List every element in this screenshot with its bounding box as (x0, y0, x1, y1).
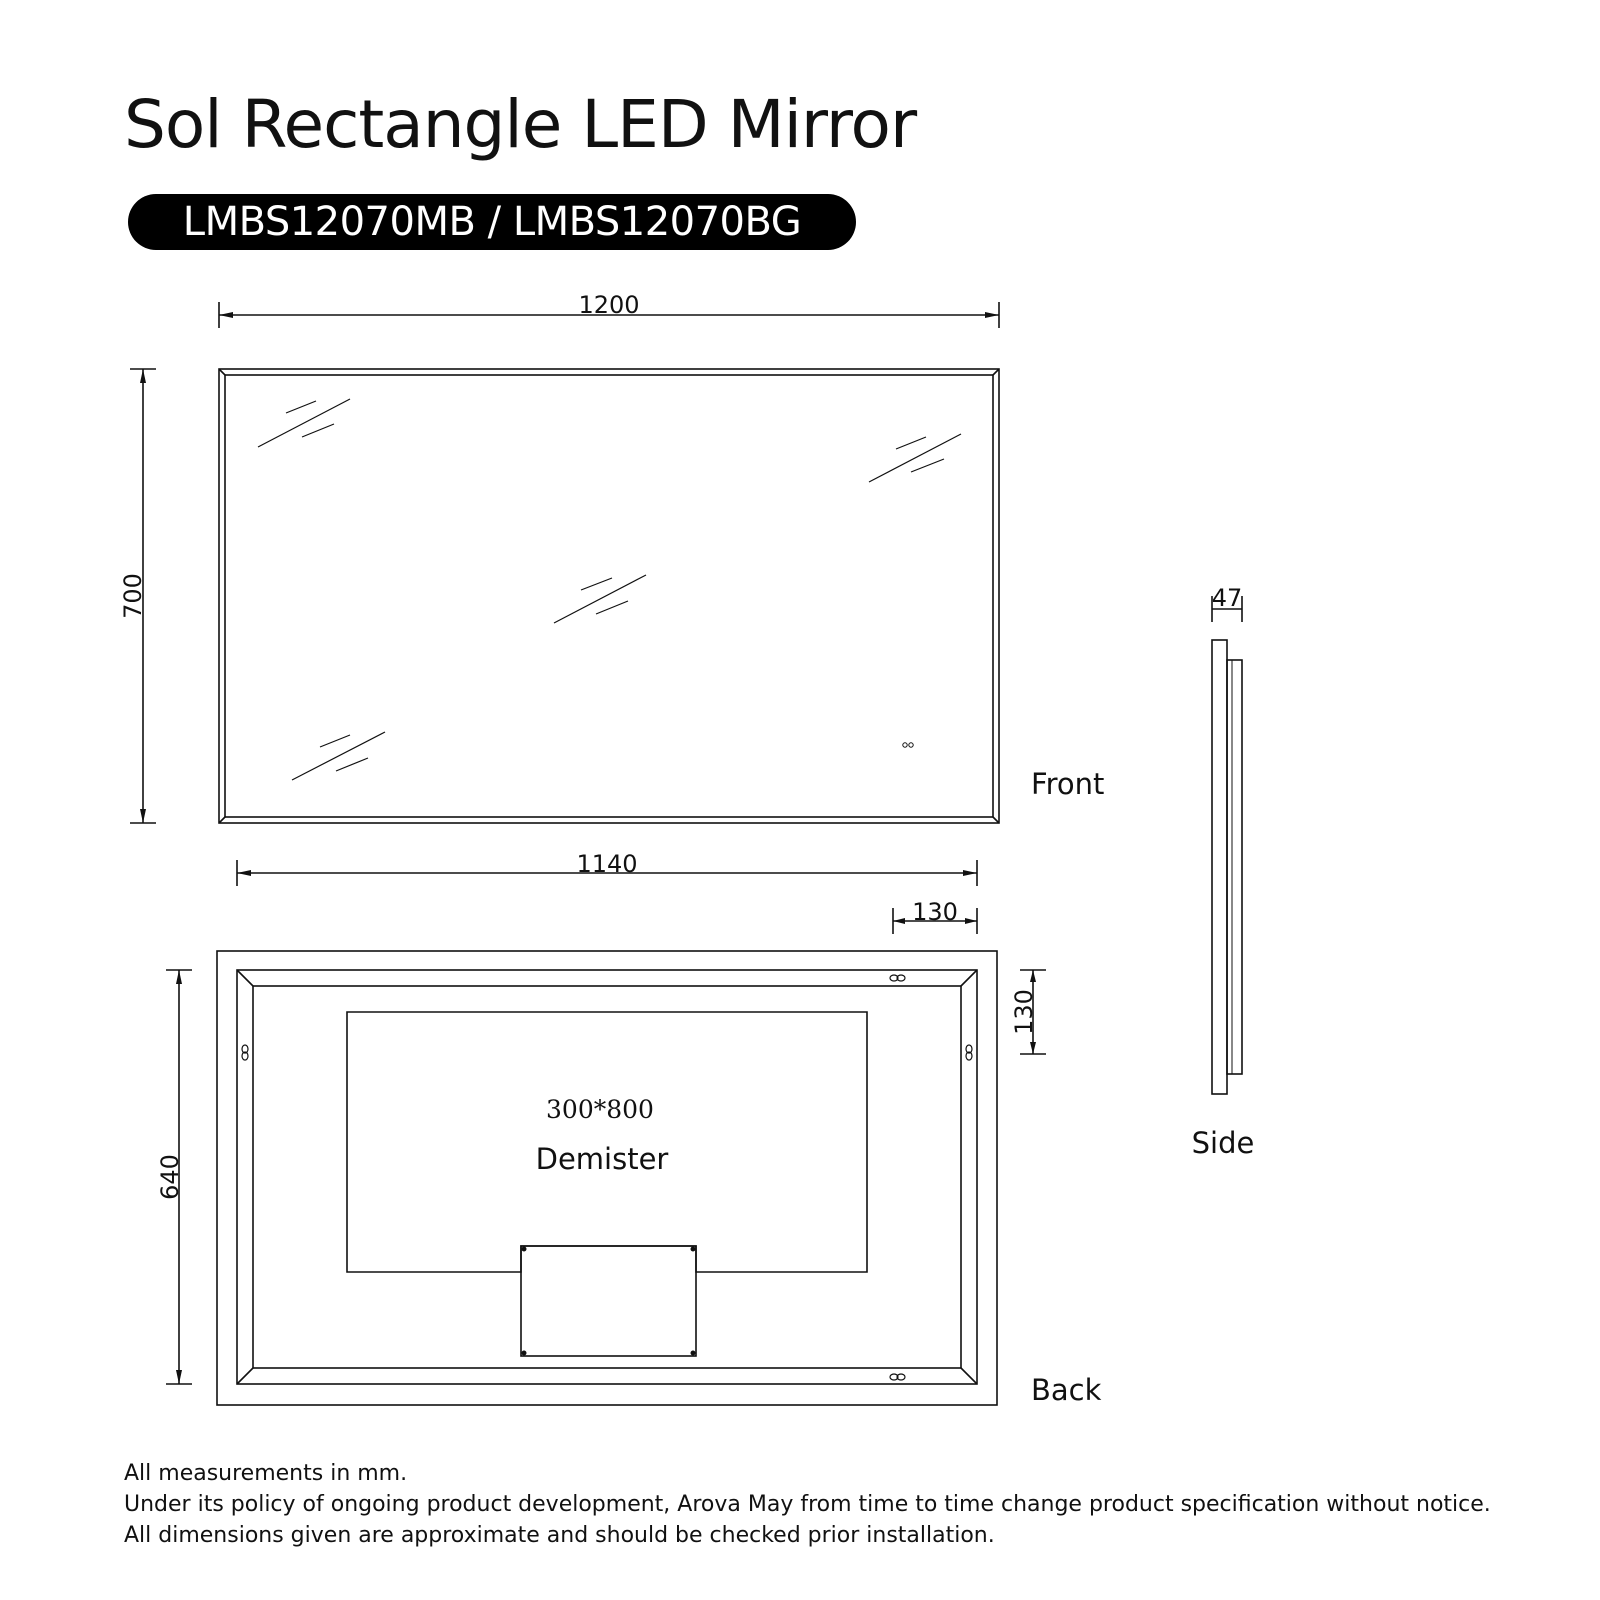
bracket-offset-y-label: 130 (1010, 989, 1038, 1035)
back-view (156, 850, 1102, 1407)
back-width-dimension (237, 850, 977, 886)
back-glass-outline (217, 951, 997, 1405)
side-view (1192, 584, 1255, 1160)
back-height-label: 640 (156, 1154, 184, 1200)
side-frame-profile (1227, 660, 1242, 1074)
note-policy: Under its policy of ongoing product development, Arova May from time to time change product specification without notice. (124, 1492, 1491, 1517)
bracket-offset-x-dimension (893, 898, 977, 934)
front-mirror-glass (225, 375, 993, 817)
demister-label: Demister (535, 1142, 669, 1176)
driver-box-screws (522, 1247, 696, 1356)
front-view (119, 291, 1104, 823)
side-glass-profile (1212, 640, 1227, 1094)
front-view-label: Front (1031, 767, 1105, 801)
back-width-label: 1140 (576, 850, 638, 878)
bracket-offset-x-label: 130 (912, 898, 958, 926)
footnotes (124, 1458, 1491, 1551)
touch-sensor-icon (903, 743, 913, 747)
page-title: Sol Rectangle LED Mirror (124, 86, 917, 163)
front-width-dimension (219, 291, 999, 328)
front-height-dimension (119, 369, 156, 823)
side-depth-dimension (1212, 584, 1243, 622)
demister-size: 300*800 (546, 1095, 654, 1124)
front-width-label: 1200 (578, 291, 640, 319)
driver-box (521, 1246, 696, 1356)
bracket-offset-y-dimension (1010, 970, 1046, 1054)
back-frame-inner (253, 986, 961, 1368)
side-depth-label: 47 (1211, 584, 1243, 612)
back-height-dimension (156, 970, 192, 1384)
front-height-label: 700 (119, 573, 147, 619)
front-mirror-frame (219, 369, 999, 823)
note-approximate: All dimensions given are approximate and should be checked prior installation. (124, 1523, 995, 1548)
note-units: All measurements in mm. (124, 1461, 408, 1486)
back-frame-outer (237, 970, 977, 1384)
side-view-label: Side (1191, 1126, 1255, 1160)
model-code-badge: LMBS12070MB / LMBS12070BG (128, 194, 856, 250)
back-view-label: Back (1031, 1373, 1102, 1407)
reflection-lines (258, 399, 961, 780)
hanging-bracket-icon (242, 975, 972, 1380)
